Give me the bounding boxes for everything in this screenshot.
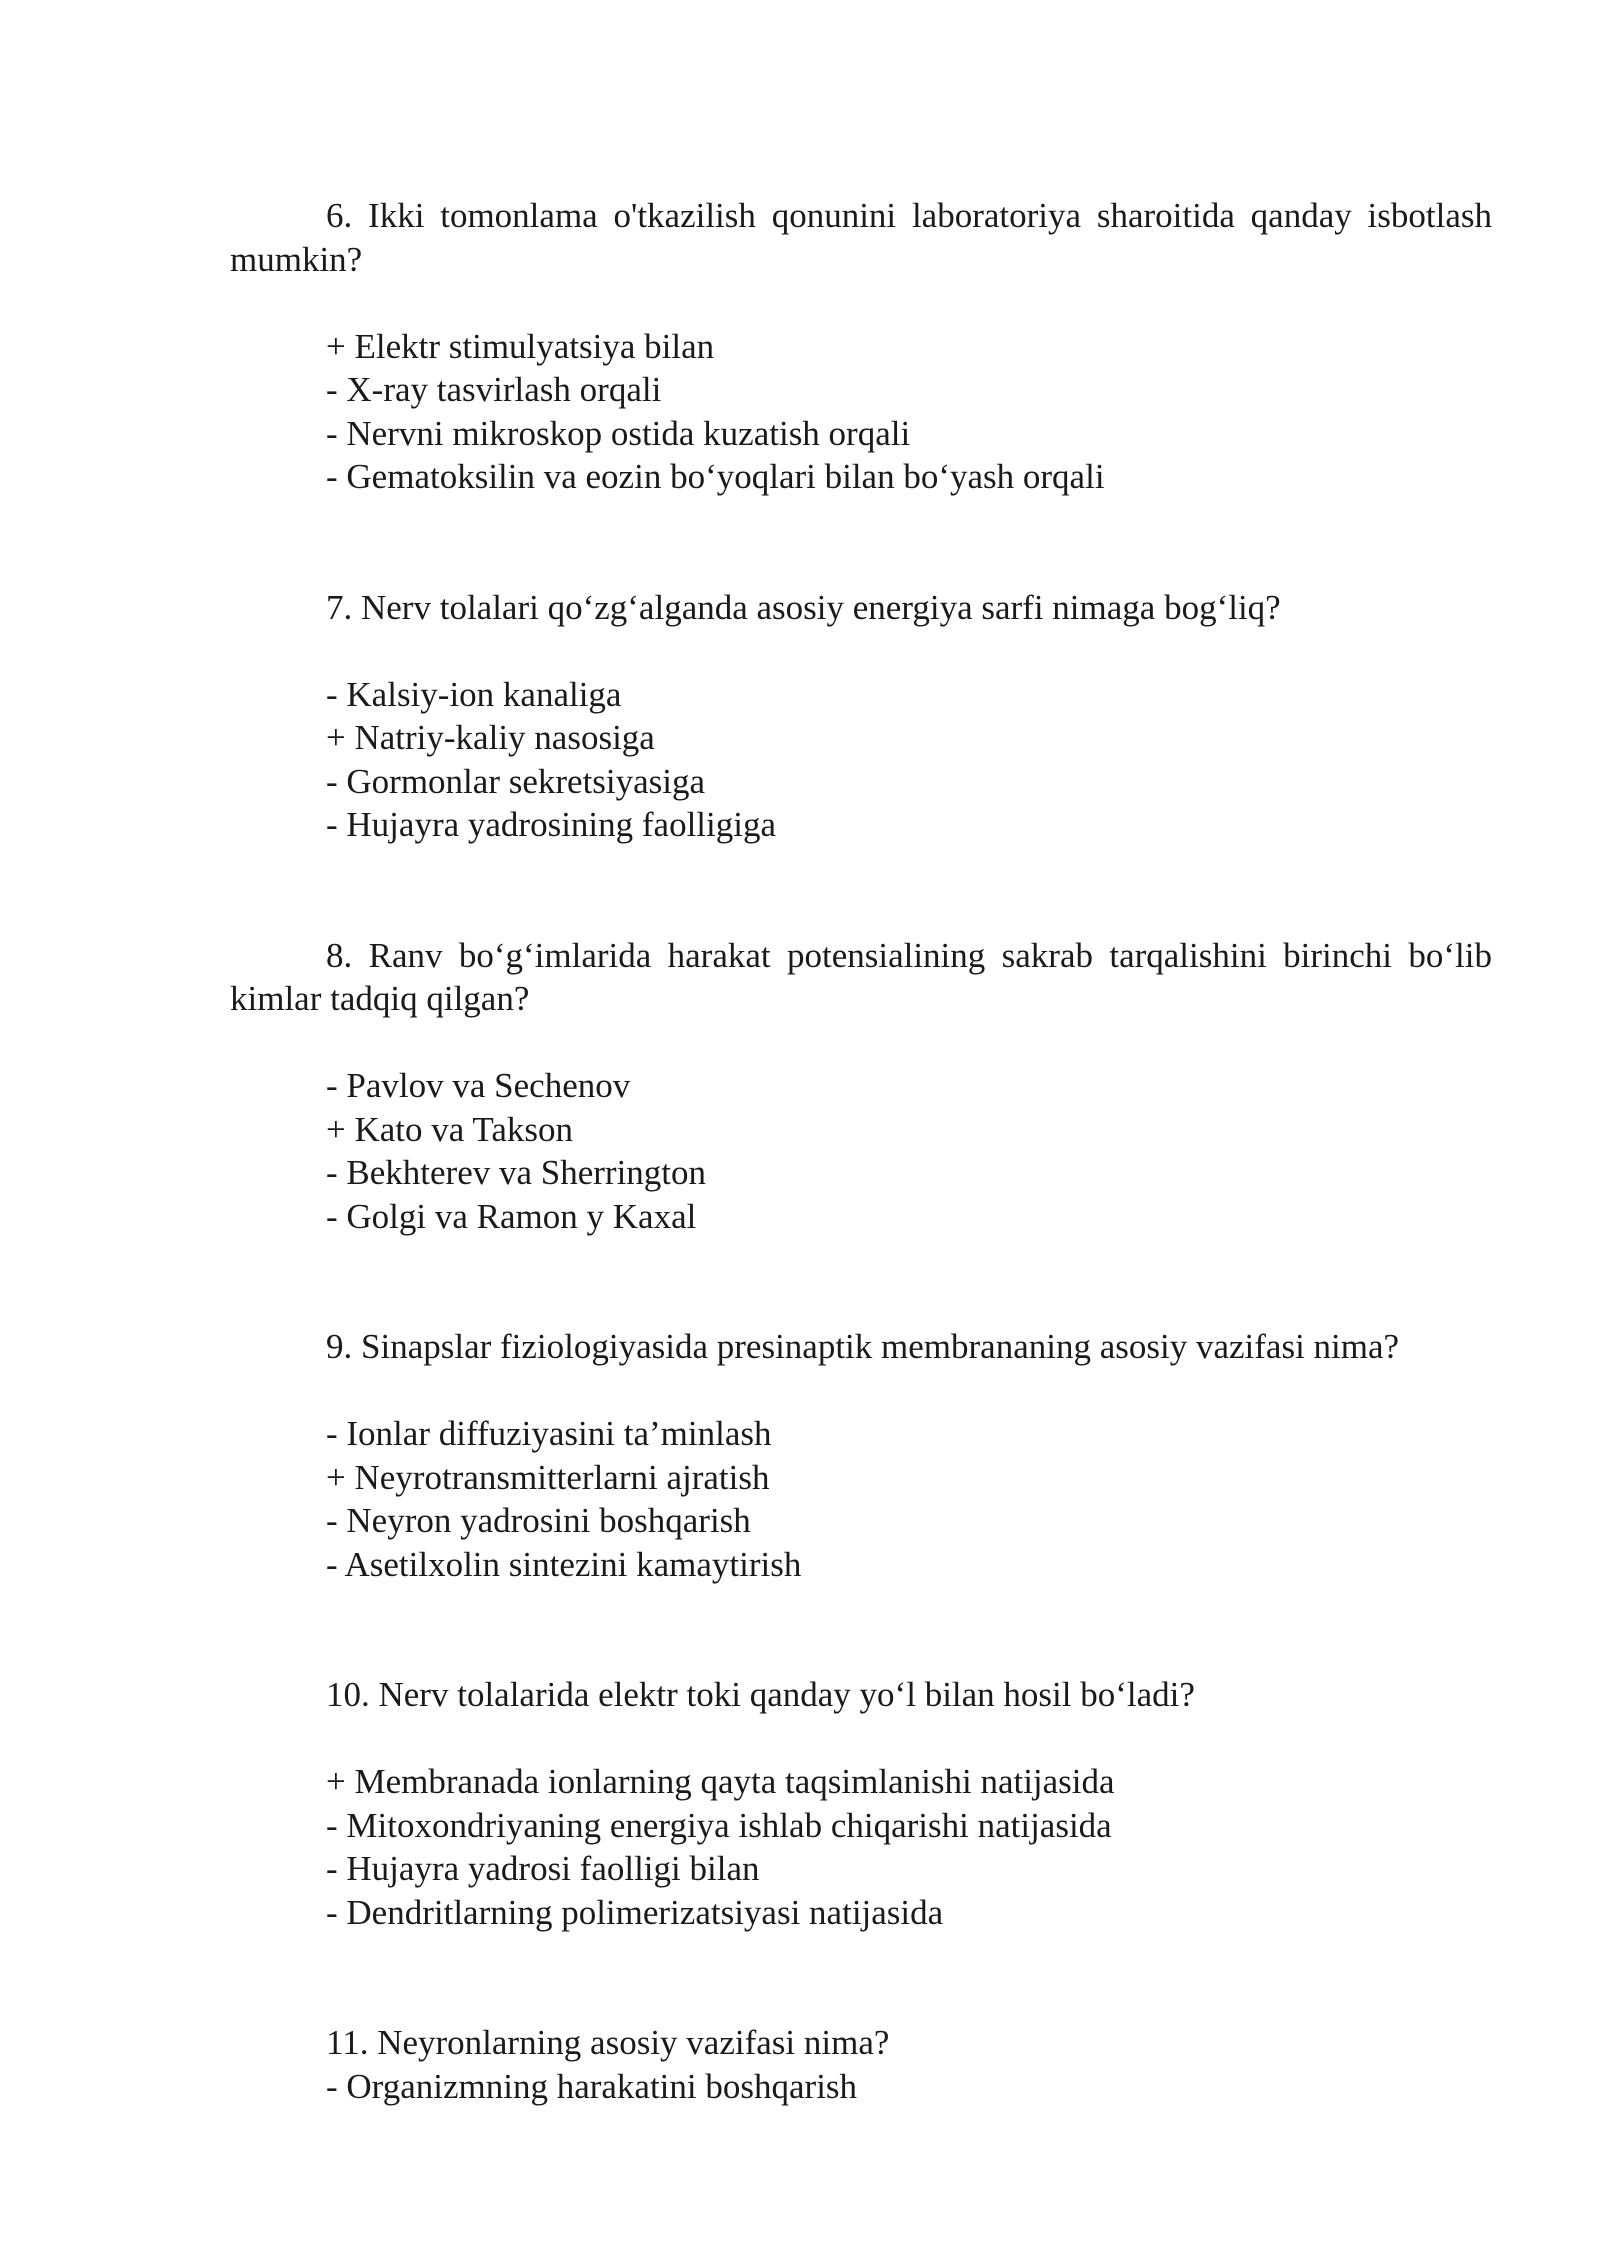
answer-option: + Kato va Takson: [326, 1109, 574, 1149]
answer-options: [230, 673, 1492, 847]
answer-option: + Natriy-kaliy nasosiga: [326, 718, 655, 757]
answer-option: - Gematoksilin va eozin bo‘yoqlari bilan bo‘yash orqali: [326, 457, 1105, 496]
answer-options: [230, 1760, 1492, 1934]
answer-option: - Dendritlarning polimerizatsiyasi natijasida: [326, 1892, 944, 1932]
answer-option: - Golgi va Ramon y Kaxal: [326, 1196, 697, 1236]
answer-option: + Elektr stimulyatsiya bilan: [326, 326, 715, 366]
answer-option: - X-ray tasvirlash orqali: [326, 370, 662, 409]
answer-option: + Membranada ionlarning qayta taqsimlanishi natijasida: [326, 1762, 1115, 1801]
question-text: 10. Nerv tolalarida elektr toki qanday yo‘l bilan hosil bo‘ladi?: [326, 1675, 1195, 1714]
question-block-10: [230, 1673, 1492, 1934]
question-text: 6. Ikki tomonlama o'tkazilish qonunini laboratoriya sharoitida qanday isbotlash mumkin?: [230, 196, 1492, 279]
answer-option: - Organizmning harakatini boshqarish: [326, 2066, 858, 2106]
answer-option: - Asetilxolin sintezini kamaytirish: [326, 1544, 802, 1584]
question-text: 8. Ranv bo‘g‘imlarida harakat potensialining sakrab tarqalishini birinchi bo‘lib kimlar tadqiq qilgan?: [230, 935, 1492, 1018]
question-block-11: [230, 2021, 1492, 2108]
answer-options: [230, 325, 1492, 499]
answer-option: - Mitoxondriyaning energiya ishlab chiqarishi natijasida: [326, 1805, 1112, 1845]
answer-option: - Kalsiy-ion kanaliga: [326, 674, 622, 714]
question-block-8: [230, 934, 1492, 1239]
question-block-9: [230, 1325, 1492, 1586]
answer-option: - Bekhterev va Sherrington: [326, 1153, 707, 1192]
answer-option: - Gormonlar sekretsiyasiga: [326, 761, 706, 801]
answer-option: - Neyron yadrosini boshqarish: [326, 1501, 751, 1540]
question-text: 7. Nerv tolalari qo‘zg‘alganda asosiy energiya sarfi nimaga bog‘liq?: [326, 587, 1281, 627]
answer-option: - Nervni mikroskop ostida kuzatish orqali: [326, 413, 911, 453]
question-text: 11. Neyronlarning asosiy vazifasi nima?: [326, 2023, 890, 2062]
question-block-7: [230, 586, 1492, 847]
answer-option: + Neyrotransmitterlarni ajratish: [326, 1457, 770, 1497]
answer-option: - Hujayra yadrosining faolligiga: [326, 805, 777, 844]
question-text: 9. Sinapslar fiziologiyasida presinaptik membrananing asosiy vazifasi nima?: [326, 1327, 1400, 1366]
answer-options: [230, 2065, 1492, 2109]
answer-options: [230, 1064, 1492, 1238]
answer-option: - Pavlov va Sechenov: [326, 1066, 631, 1105]
answer-option: - Hujayra yadrosi faolligi bilan: [326, 1849, 760, 1888]
document-page: [230, 194, 1492, 2108]
question-block-6: [230, 194, 1492, 499]
answer-options: [230, 1412, 1492, 1586]
answer-option: - Ionlar diffuziyasini ta’minlash: [326, 1414, 772, 1453]
